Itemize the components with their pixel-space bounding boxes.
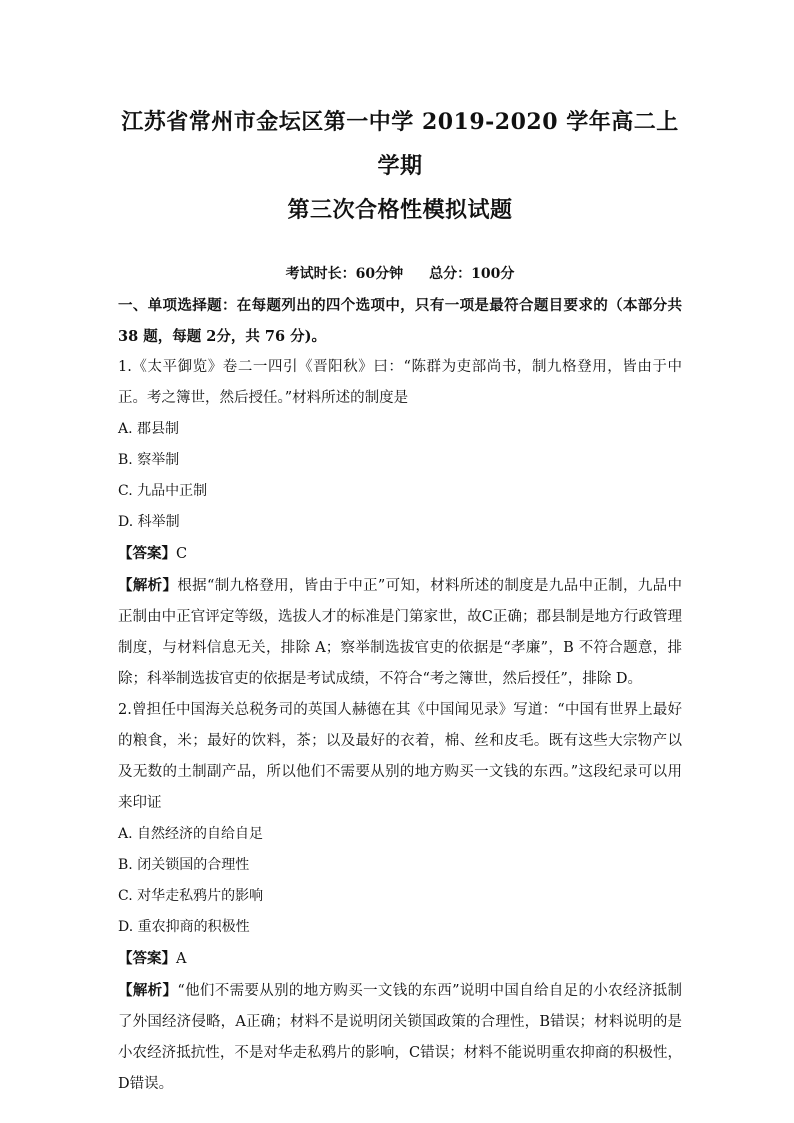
analysis-label: 【解析】 [118, 577, 178, 594]
question-2 [118, 695, 682, 1100]
exam-meta [118, 262, 682, 286]
analysis [118, 570, 682, 695]
total-score: 总分：100分 [429, 266, 515, 282]
answer-line [118, 943, 682, 975]
analysis-text: 根据“制九格登用，皆由于中正”可知，材料所述的制度是九品中正制，九品中正制由中正官评定等级，选拔人才的标准是门第家世，故C正确；郡县制是地方行政管理制度，与材料信息无关，排除 A；察举制选拔官吏的依据是“孝廉”，B 不符合题意，排除；科举制选拔官吏的依据是考试成绩，不符合“考之簿世，然后授任”，排除 D。 [118, 578, 683, 687]
answer-line [118, 538, 682, 570]
answer-value: C [176, 546, 188, 562]
option-d: D. 科举制 [118, 514, 180, 530]
exam-time: 考试时长：60分钟 [285, 266, 404, 282]
option-c: C. 对华走私鸦片的影响 [118, 888, 264, 904]
option-a: A. 自然经济的自给自足 [118, 826, 264, 842]
analysis-text: “他们不需要从别的地方购买一文钱的东西”说明中国自给自足的小农经济抵制了外国经济侵略，A正确；材料不是说明闭关锁国政策的合理性，B错误；材料说明的是小农经济抵抗性，不是对华走私鸦片的影响，C错误；材料不能说明重农抑商的积极性，D错误。 [118, 983, 683, 1092]
question-stem: 1.《太平御览》卷二一四引《晋阳秋》曰：“陈群为吏部尚书，制九格登用，皆由于中正。考之簿世，然后授任。”材料所述的制度是 [118, 359, 682, 406]
option-d: D. 重农抑商的积极性 [118, 919, 250, 935]
option-a: A. 郡县制 [118, 421, 180, 437]
option-b: B. 闭关锁国的合理性 [118, 857, 250, 873]
doc-title-line1: 江苏省常州市金坛区第一中学 2019-2020 学年高二上学期 [121, 109, 679, 179]
answer-value: A [176, 951, 187, 967]
option-c: C. 九品中正制 [118, 483, 208, 499]
question-stem: 2.曾担任中国海关总税务司的英国人赫德在其《中国闻见录》写道：“中国有世界上最好的粮食，米；最好的饮料，茶；以及最好的衣着，棉、丝和皮毛。既有这些大宗物产以及无数的土制副产品，所以他们不需要从别的地方购买一文钱的东西。”这段纪录可以用来印证 [118, 702, 682, 811]
doc-title-line2: 第三次合格性模拟试题 [287, 197, 513, 223]
answer-label: 【答案】 [118, 545, 176, 562]
section-heading: 一、单项选择题：在每题列出的四个选项中，只有一项是最符合题目要求的（本部分共 38 题，每题 2分，共 76 分)。 [118, 297, 682, 345]
option-b: B. 察举制 [118, 452, 180, 468]
answer-label: 【答案】 [118, 950, 176, 967]
analysis-label: 【解析】 [118, 982, 178, 999]
question-1 [118, 352, 682, 695]
analysis [118, 975, 682, 1100]
